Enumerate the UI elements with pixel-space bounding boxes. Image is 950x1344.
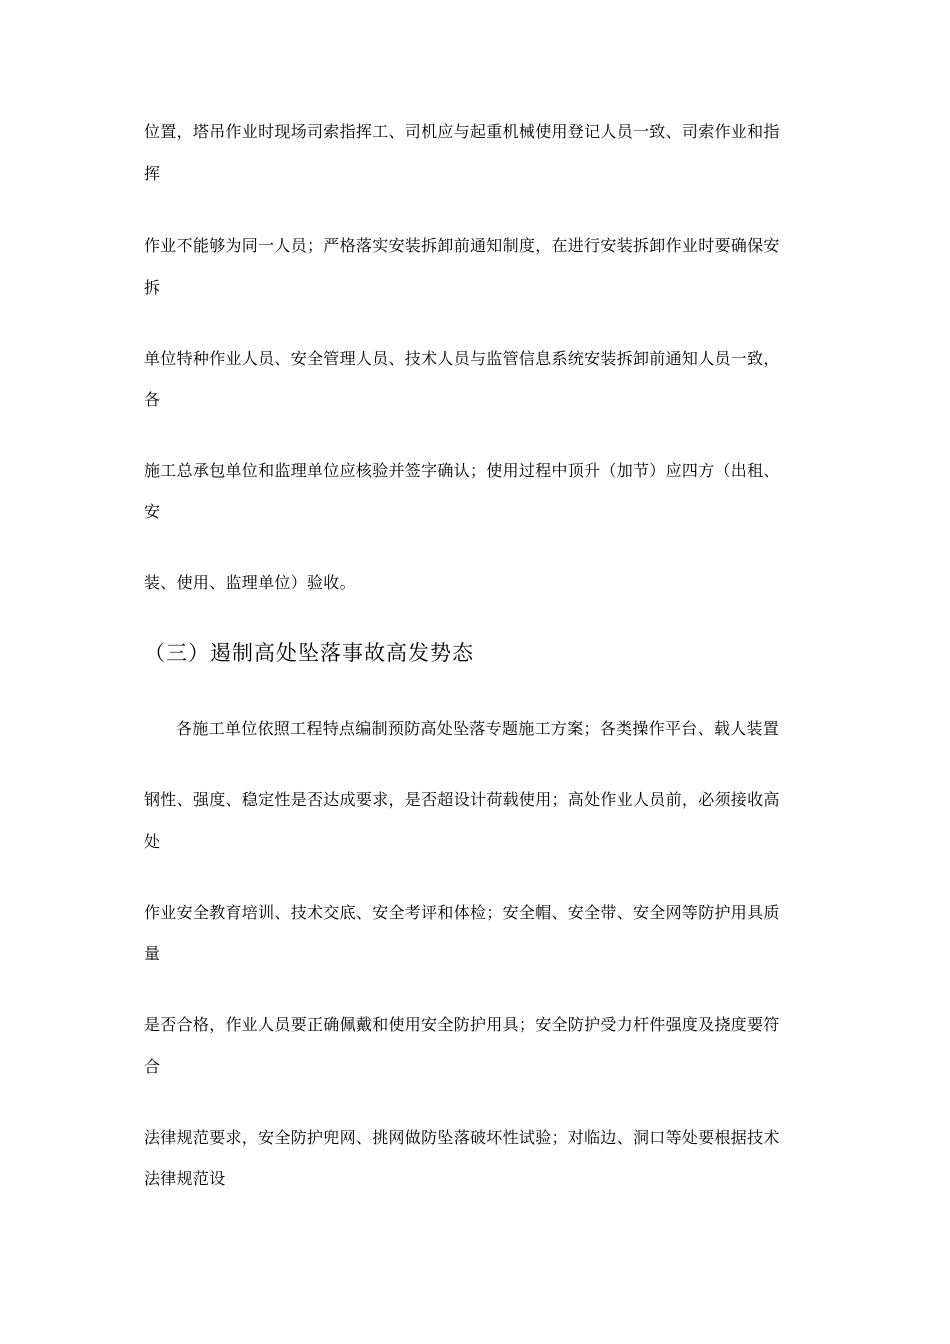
paragraph-line: 处: [144, 832, 161, 851]
paragraph-line: 装、使用、监理单位）验收。: [144, 573, 356, 592]
paragraph-line: 是否合格，作业人员要正确佩戴和使用安全防护用具；安全防护受力杆件强度及挠度要符: [144, 1015, 780, 1034]
paragraph-line: 合: [144, 1057, 161, 1076]
paragraph-line: 量: [144, 944, 161, 963]
paragraph-line: 各施工单位依照工程特点编制预防高处坠落专题施工方案；各类操作平台、载人装置: [176, 719, 780, 738]
section-heading: （三）遏制高处坠落事故高发势态: [144, 641, 474, 665]
paragraph-line: 挥: [144, 164, 161, 183]
paragraph-line: 作业不能够为同一人员；严格落实安装拆卸前通知制度，在进行安装拆卸作业时要确保安: [144, 236, 780, 255]
paragraph-line: 施工总承包单位和监理单位应核验并签字确认；使用过程中顶升（加节）应四方（出租、: [144, 461, 780, 480]
paragraph-line: 钢性、强度、稳定性是否达成要求，是否超设计荷载使用；高处作业人员前，必须接收高: [144, 790, 780, 809]
paragraph-line: 各: [144, 390, 161, 409]
paragraph-line: 单位特种作业人员、安全管理人员、技术人员与监管信息系统安装拆卸前通知人员一致，: [144, 349, 780, 368]
paragraph-line: 安: [144, 502, 161, 521]
paragraph-line: 拆: [144, 278, 161, 297]
paragraph-line: 法律规范要求，安全防护兜网、挑网做防坠落破坏性试验；对临边、洞口等处要根据技术: [144, 1128, 780, 1147]
paragraph-line: 作业安全教育培训、技术交底、安全考评和体检；安全帽、安全带、安全网等防护用具质: [144, 903, 780, 922]
paragraph-line: 法律规范设: [144, 1169, 226, 1188]
paragraph-line: 位置，塔吊作业时现场司索指挥工、司机应与起重机械使用登记人员一致、司索作业和指: [144, 122, 780, 141]
